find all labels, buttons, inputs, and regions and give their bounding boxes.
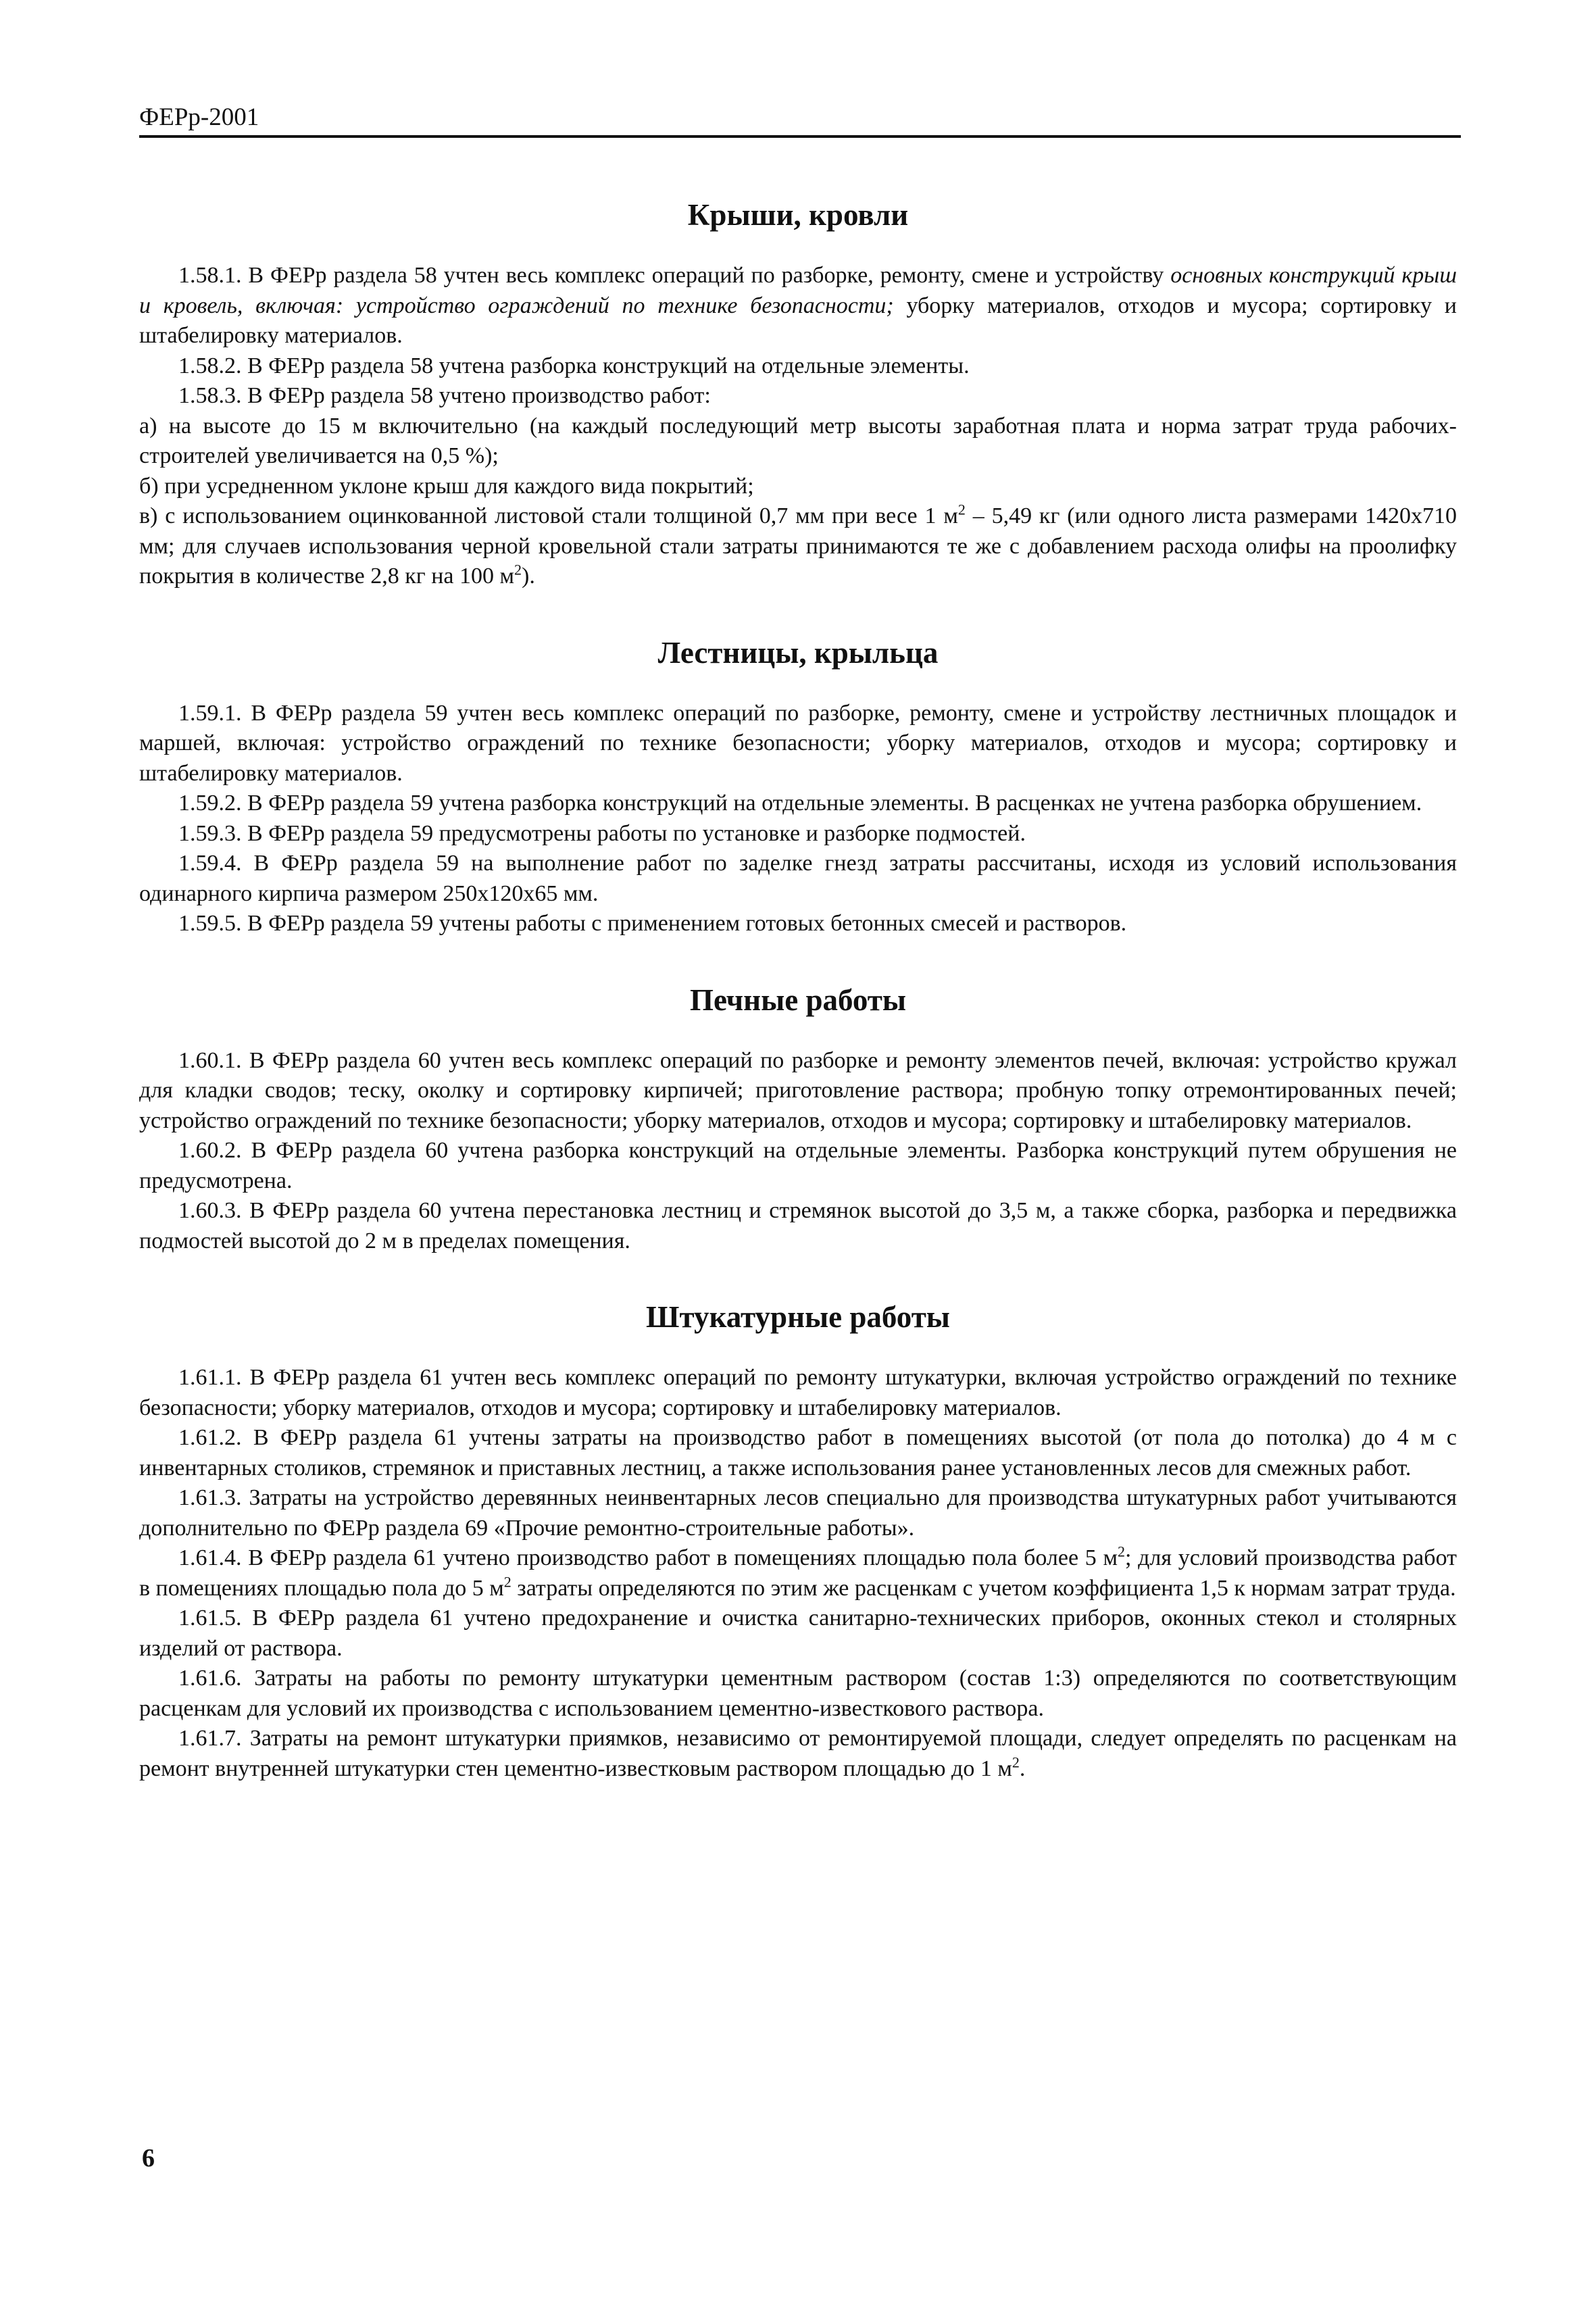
paragraph-text: в) с использованием оцинкованной листовой стали толщиной 0,7 мм при весе 1 м — [139, 503, 958, 528]
paragraph-1-61-1: 1.61.1. В ФЕРр раздела 61 учтен весь комплекс операций по ремонту штукатурки, включая устройство ограждений по технике безопасности; уборку материалов, отходов и мусора; сортировку и штабелировку материалов. — [139, 1365, 1457, 1420]
paragraph-text: 1.58.1. В ФЕРр раздела 58 учтен весь комплекс операций по разборке, ремонту, смене и устройству — [178, 263, 1171, 288]
section-title-roofs: Крыши, кровли — [687, 198, 909, 232]
paragraph-text: . — [1019, 1756, 1026, 1781]
paragraph-1-61-7 — [139, 1724, 1457, 1784]
paragraph-1-58-3: 1.58.3. В ФЕРр раздела 58 учтено производство работ: — [178, 383, 711, 408]
paragraph-text: ; для условий производства работ в помещениях площадью пола до 5 м — [139, 1545, 1457, 1601]
paragraph-1-59-3: 1.59.3. В ФЕРр раздела 59 предусмотрены работы по установке и разборке подмостей. — [178, 820, 1026, 846]
paragraph-1-58-2: 1.58.2. В ФЕРр раздела 58 учтена разборка конструкций на отдельные элементы. — [178, 353, 970, 378]
paragraph-1-61-3: 1.61.3. Затраты на устройство деревянных неинвентарных лесов специально для производства штукатурных работ учитываются дополнительно по ФЕРр раздела 69 «Прочие ремонтно-строительные работы». — [139, 1485, 1457, 1541]
paragraph-text: затраты определяются по этим же расценкам с учетом коэффициента 1,5 к нормам затрат труда. — [511, 1575, 1456, 1601]
paragraph-1-59-5: 1.59.5. В ФЕРр раздела 59 учтены работы с применением готовых бетонных смесей и растворов. — [178, 911, 1127, 936]
paragraph-1-59-1: 1.59.1. В ФЕРр раздела 59 учтен весь комплекс операций по разборке, ремонту, смене и устройству лестничных площадок и маршей, включая: устройство ограждений по технике безопасности; уборку материалов, отходов и мусора; сортировку и штабелировку материалов. — [139, 700, 1457, 786]
section-title-stairs: Лестницы, крыльца — [657, 635, 939, 670]
list-item-b: б) при усредненном уклоне крыш для каждого вида покрытий; — [139, 473, 754, 499]
paragraph-text: – 5,49 кг (или одного листа размерами 1420x710 мм; для случаев использования черной кровельной стали затраты принимаются те же с добавлением расхода олифы на проолифку покрытия в количестве 2,8 кг на 100 м — [139, 503, 1457, 589]
list-item-a: а) на высоте до 15 м включительно (на каждый последующий метр высоты заработная плата и норма затрат труда рабочих-строителей увеличивается на 0,5 %); — [139, 413, 1457, 468]
paragraph-1-60-3: 1.60.3. В ФЕРр раздела 60 учтена перестановка лестниц и стремянок высотой до 3,5 м, а также сборка, разборка и передвижка подмостей высотой до 2 м в пределах помещения. — [139, 1198, 1457, 1253]
superscript: 2 — [1117, 1543, 1125, 1560]
section-title-plaster-works: Штукатурные работы — [646, 1300, 950, 1334]
paragraph-1-61-6: 1.61.6. Затраты на работы по ремонту штукатурки цементным раствором (состав 1:3) определяются по соответствующим расценкам для условий их производства с использованием цементно-известкового раствора. — [139, 1666, 1457, 1721]
paragraph-1-60-2: 1.60.2. В ФЕРр раздела 60 учтена разборка конструкций на отдельные элементы. Разборка конструкций путем обрушения не предусмотрена. — [139, 1138, 1457, 1193]
paragraph-text: 1.61.4. В ФЕРр раздела 61 учтено производство работ в помещениях площадью пола более 5 м — [178, 1545, 1118, 1570]
section-title-stove-works: Печные работы — [689, 982, 907, 1017]
superscript: 2 — [514, 561, 522, 578]
paragraph-text-italic: основных конструкций крыш и кровель, включая: устройство ограждений по технике безопасности; — [139, 263, 1457, 318]
superscript: 2 — [503, 1573, 512, 1591]
list-item-c — [139, 501, 1457, 592]
superscript: 2 — [957, 501, 966, 518]
paragraph-text: уборку материалов, отходов и мусора; сортировку и штабелировку материалов. — [139, 293, 1457, 348]
paragraph-1-61-2: 1.61.2. В ФЕРр раздела 61 учтены затраты на производство работ в помещениях высотой (от пола до потолка) до 4 м с инвентарных столиков, стремянок и приставных лестниц, а также использования ранее установленных лесов для смежных работ. — [139, 1425, 1457, 1480]
paragraph-1-59-4: 1.59.4. В ФЕРр раздела 59 на выполнение работ по заделке гнезд затраты рассчитаны, исходя из условий использования одинарного кирпича размером 250x120x65 мм. — [139, 851, 1457, 906]
paragraph-1-61-4 — [139, 1543, 1457, 1603]
paragraph-text: 1.61.7. Затраты на ремонт штукатурки приямков, независимо от ремонтируемой площади, следует определять по расценкам на ремонт внутренней штукатурки стен цементно-известковым раствором площадью до 1 м — [139, 1726, 1457, 1781]
superscript: 2 — [1012, 1753, 1020, 1771]
page-number: 6 — [142, 2144, 155, 2172]
paragraph-text: ). — [522, 564, 535, 589]
paragraph-1-61-5: 1.61.5. В ФЕРр раздела 61 учтено предохранение и очистка санитарно-технических приборов, оконных стекол и столярных изделий от раствора. — [139, 1605, 1457, 1661]
header-divider — [139, 135, 1461, 138]
paragraph-1-58-1 — [139, 261, 1457, 351]
document-page — [139, 101, 1457, 1784]
paragraph-1-60-1: 1.60.1. В ФЕРр раздела 60 учтен весь комплекс операций по разборке и ремонту элементов печей, включая: устройство кружал для кладки сводов; теску, околку и сортировку кирпичей; приготовление раствора; пробную топку отремонтированных печей; устройство ограждений по технике безопасности; уборку материалов, отходов и мусора; сортировку и штабелировку материалов. — [139, 1047, 1457, 1133]
document-code: ФЕРр-2001 — [139, 103, 259, 131]
paragraph-1-59-2: 1.59.2. В ФЕРр раздела 59 учтена разборка конструкций на отдельные элементы. В расценках не учтена разборка обрушением. — [178, 791, 1422, 816]
